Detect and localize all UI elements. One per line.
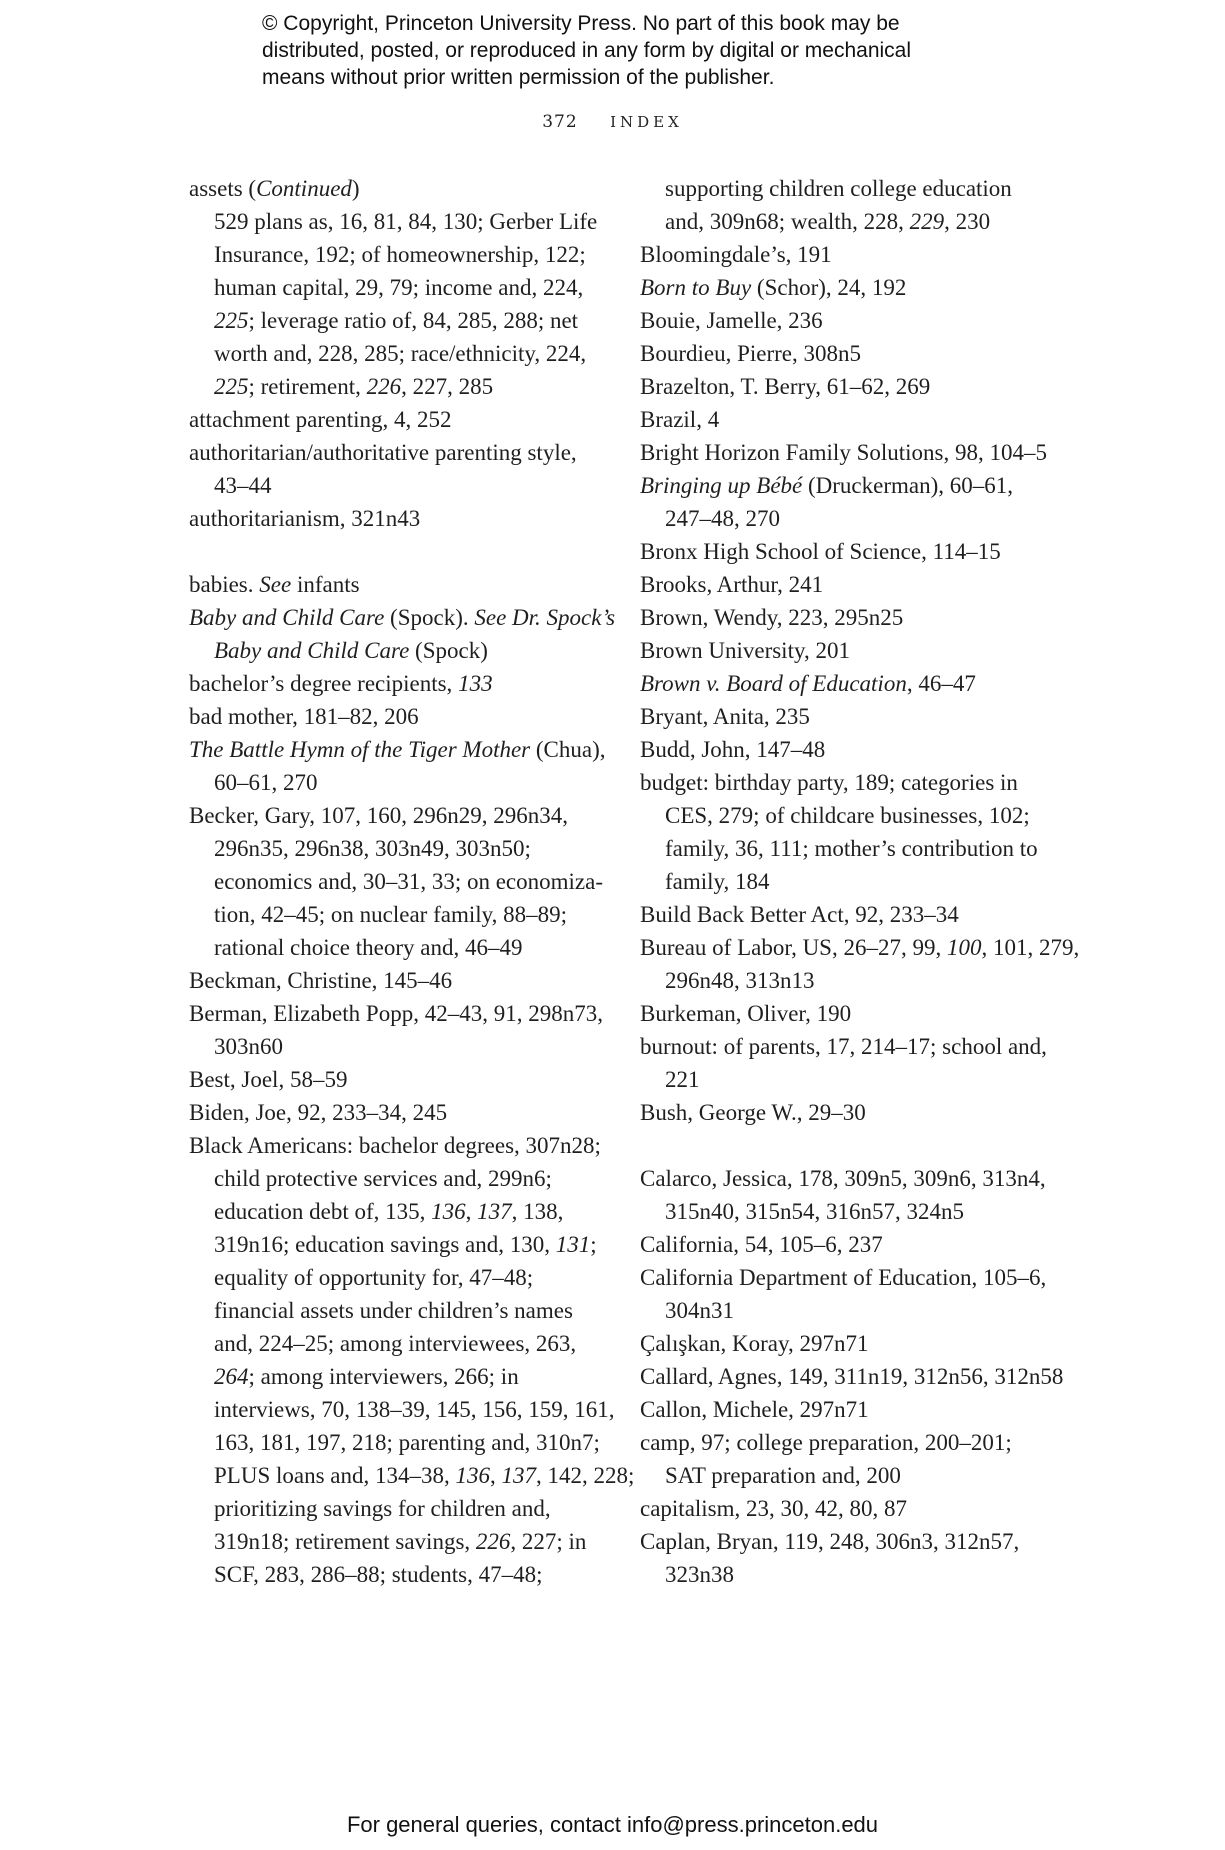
page-number: 372 <box>542 112 578 132</box>
index-entry-line: Brown University, 201 <box>640 638 850 663</box>
index-entry-line: Beckman, Christine, 145–46 <box>189 968 453 993</box>
index-entry-line: Berman, Elizabeth Popp, 42–43, 91, 298n73, <box>189 1001 603 1026</box>
index-entry-line: Bronx High School of Science, 114–15 <box>640 539 1001 564</box>
index-subentry-line: economics and, 30–31, 33; on economiza- <box>214 869 603 894</box>
index-subentry-line: 163, 181, 197, 218; parenting and, 310n7; <box>214 1430 600 1455</box>
index-entry-line: California Department of Education, 105–6, <box>640 1265 1047 1290</box>
index-entry-line: Biden, Joe, 92, 233–34, 245 <box>189 1100 448 1125</box>
index-entry-line: Bureau of Labor, US, 26–27, 99, 100, 101, 279, <box>640 935 1080 960</box>
index-subentry-line: worth and, 228, 285; race/ethnicity, 224, <box>214 341 587 366</box>
index-entry-line: authoritarianism, 321n43 <box>189 506 421 531</box>
index-subentry-line: supporting children college education <box>665 176 1012 201</box>
index-subentry-line: 225; retirement, 226, 227, 285 <box>214 374 494 399</box>
index-entry-line: Brown, Wendy, 223, 295n25 <box>640 605 904 630</box>
index-entry-line: bad mother, 181–82, 206 <box>189 704 419 729</box>
index-entry-line: Baby and Child Care (Spock). See Dr. Spock’s <box>189 605 616 630</box>
copyright-line: means without prior written permission of the publisher. <box>262 66 775 89</box>
index-subentry-line: financial assets under children’s names <box>214 1298 573 1323</box>
index-subentry-line: equality of opportunity for, 47–48; <box>214 1265 534 1290</box>
index-entry-line: Bringing up Bébé (Druckerman), 60–61, <box>640 473 1014 498</box>
index-entry-line: Brown v. Board of Education, 46–47 <box>640 671 976 696</box>
index-subentry-line: 323n38 <box>665 1562 734 1587</box>
index-subentry-line: 296n35, 296n38, 303n49, 303n50; <box>214 836 531 861</box>
copyright-line: © Copyright, Princeton University Press. No part of this book may be <box>262 12 900 35</box>
index-entry-line: bachelor’s degree recipients, 133 <box>189 671 493 696</box>
index-entry-line: Black Americans: bachelor degrees, 307n28; <box>189 1133 601 1158</box>
index-entry-line: Brazil, 4 <box>640 407 720 432</box>
index-entry-line: Çalışkan, Koray, 297n71 <box>640 1331 869 1356</box>
index-entry-line: Bush, George W., 29–30 <box>640 1100 866 1125</box>
index-entry-line: Best, Joel, 58–59 <box>189 1067 348 1092</box>
index-subentry-line: SCF, 283, 286–88; students, 47–48; <box>214 1562 543 1587</box>
index-subentry-line: and, 309n68; wealth, 228, 229, 230 <box>665 209 991 234</box>
copyright-notice <box>262 10 1022 91</box>
index-entry-line: babies. See infants <box>189 572 360 597</box>
index-subentry-line: 319n18; retirement savings, 226, 227; in <box>214 1529 587 1554</box>
running-head <box>0 112 1225 132</box>
index-subentry-line: rational choice theory and, 46–49 <box>214 935 523 960</box>
index-subentry-line: 303n60 <box>214 1034 283 1059</box>
index-entry-line: Bloomingdale’s, 191 <box>640 242 832 267</box>
index-subentry-line: tion, 42–45; on nuclear family, 88–89; <box>214 902 568 927</box>
index-subentry-line: 264; among interviewers, 266; in <box>214 1364 519 1389</box>
index-entry-line: Callard, Agnes, 149, 311n19, 312n56, 312n58 <box>640 1364 1064 1389</box>
index-subentry-line: SAT preparation and, 200 <box>665 1463 901 1488</box>
index-entry-line: Becker, Gary, 107, 160, 296n29, 296n34, <box>189 803 568 828</box>
index-subentry-line: interviews, 70, 138–39, 145, 156, 159, 161, <box>214 1397 615 1422</box>
index-entry-line: capitalism, 23, 30, 42, 80, 87 <box>640 1496 908 1521</box>
letter-group-spacer <box>189 535 609 568</box>
index-entry-line: Budd, John, 147–48 <box>640 737 826 762</box>
section-title: INDEX <box>610 113 683 131</box>
index-subentry-line: 43–44 <box>214 473 272 498</box>
index-entry-line: Bryant, Anita, 235 <box>640 704 810 729</box>
index-subentry-line: and, 224–25; among interviewees, 263, <box>214 1331 577 1356</box>
index-entry-line: Build Back Better Act, 92, 233–34 <box>640 902 959 927</box>
index-entry-line: Brooks, Arthur, 241 <box>640 572 824 597</box>
index-entry-line: burnout: of parents, 17, 214–17; school and, <box>640 1034 1047 1059</box>
index-subentry-line: 529 plans as, 16, 81, 84, 130; Gerber Life <box>214 209 598 234</box>
index-entry-line: California, 54, 105–6, 237 <box>640 1232 883 1257</box>
index-entry-line: Burkeman, Oliver, 190 <box>640 1001 852 1026</box>
index-subentry-line: family, 36, 111; mother’s contribution to <box>665 836 1038 861</box>
index-column-right <box>640 172 1080 1591</box>
index-entry-line: Calarco, Jessica, 178, 309n5, 309n6, 313n4, <box>640 1166 1046 1191</box>
index-subentry-line: 221 <box>665 1067 700 1092</box>
index-entry-line: Bright Horizon Family Solutions, 98, 104–5 <box>640 440 1047 465</box>
index-subentry-line: 60–61, 270 <box>214 770 318 795</box>
index-entry-line: camp, 97; college preparation, 200–201; <box>640 1430 1012 1455</box>
index-subentry-line: 296n48, 313n13 <box>665 968 815 993</box>
index-subentry-line: PLUS loans and, 134–38, 136, 137, 142, 228; <box>214 1463 635 1488</box>
index-subentry-line: human capital, 29, 79; income and, 224, <box>214 275 584 300</box>
footer-contact: For general queries, contact info@press.princeton.edu <box>346 1812 879 1837</box>
index-subentry-line: 304n31 <box>665 1298 734 1323</box>
index-entry-line: Caplan, Bryan, 119, 248, 306n3, 312n57, <box>640 1529 1020 1554</box>
index-entry-line: Bourdieu, Pierre, 308n5 <box>640 341 862 366</box>
index-subentry-line: Baby and Child Care (Spock) <box>214 638 488 663</box>
index-subentry-line: CES, 279; of childcare businesses, 102; <box>665 803 1030 828</box>
index-subentry-line: family, 184 <box>665 869 770 894</box>
index-subentry-line: 315n40, 315n54, 316n57, 324n5 <box>665 1199 964 1224</box>
index-subentry-line: prioritizing savings for children and, <box>214 1496 551 1521</box>
index-entry-line: The Battle Hymn of the Tiger Mother (Chua), <box>189 737 606 762</box>
index-entry-line: attachment parenting, 4, 252 <box>189 407 452 432</box>
index-subentry-line: 225; leverage ratio of, 84, 285, 288; net <box>214 308 579 333</box>
index-entry-line: Brazelton, T. Berry, 61–62, 269 <box>640 374 931 399</box>
index-subentry-line: Insurance, 192; of homeownership, 122; <box>214 242 586 267</box>
index-subentry-line: child protective services and, 299n6; <box>214 1166 552 1191</box>
index-subentry-line: education debt of, 135, 136, 137, 138, <box>214 1199 564 1224</box>
index-entry-line: Born to Buy (Schor), 24, 192 <box>640 275 907 300</box>
index-entry-line: Bouie, Jamelle, 236 <box>640 308 823 333</box>
index-subentry-line: 247–48, 270 <box>665 506 780 531</box>
copyright-line: distributed, posted, or reproduced in any form by digital or mechanical <box>262 39 912 62</box>
index-entry-line: budget: birthday party, 189; categories in <box>640 770 1018 795</box>
index-entry-line: authoritarian/authoritative parenting style, <box>189 440 577 465</box>
index-subentry-line: 319n16; education savings and, 130, 131; <box>214 1232 597 1257</box>
letter-group-spacer <box>640 1129 1060 1162</box>
index-entry-line: Callon, Michele, 297n71 <box>640 1397 869 1422</box>
index-entry-line: assets (Continued) <box>189 176 360 201</box>
index-column-left <box>189 172 635 1591</box>
